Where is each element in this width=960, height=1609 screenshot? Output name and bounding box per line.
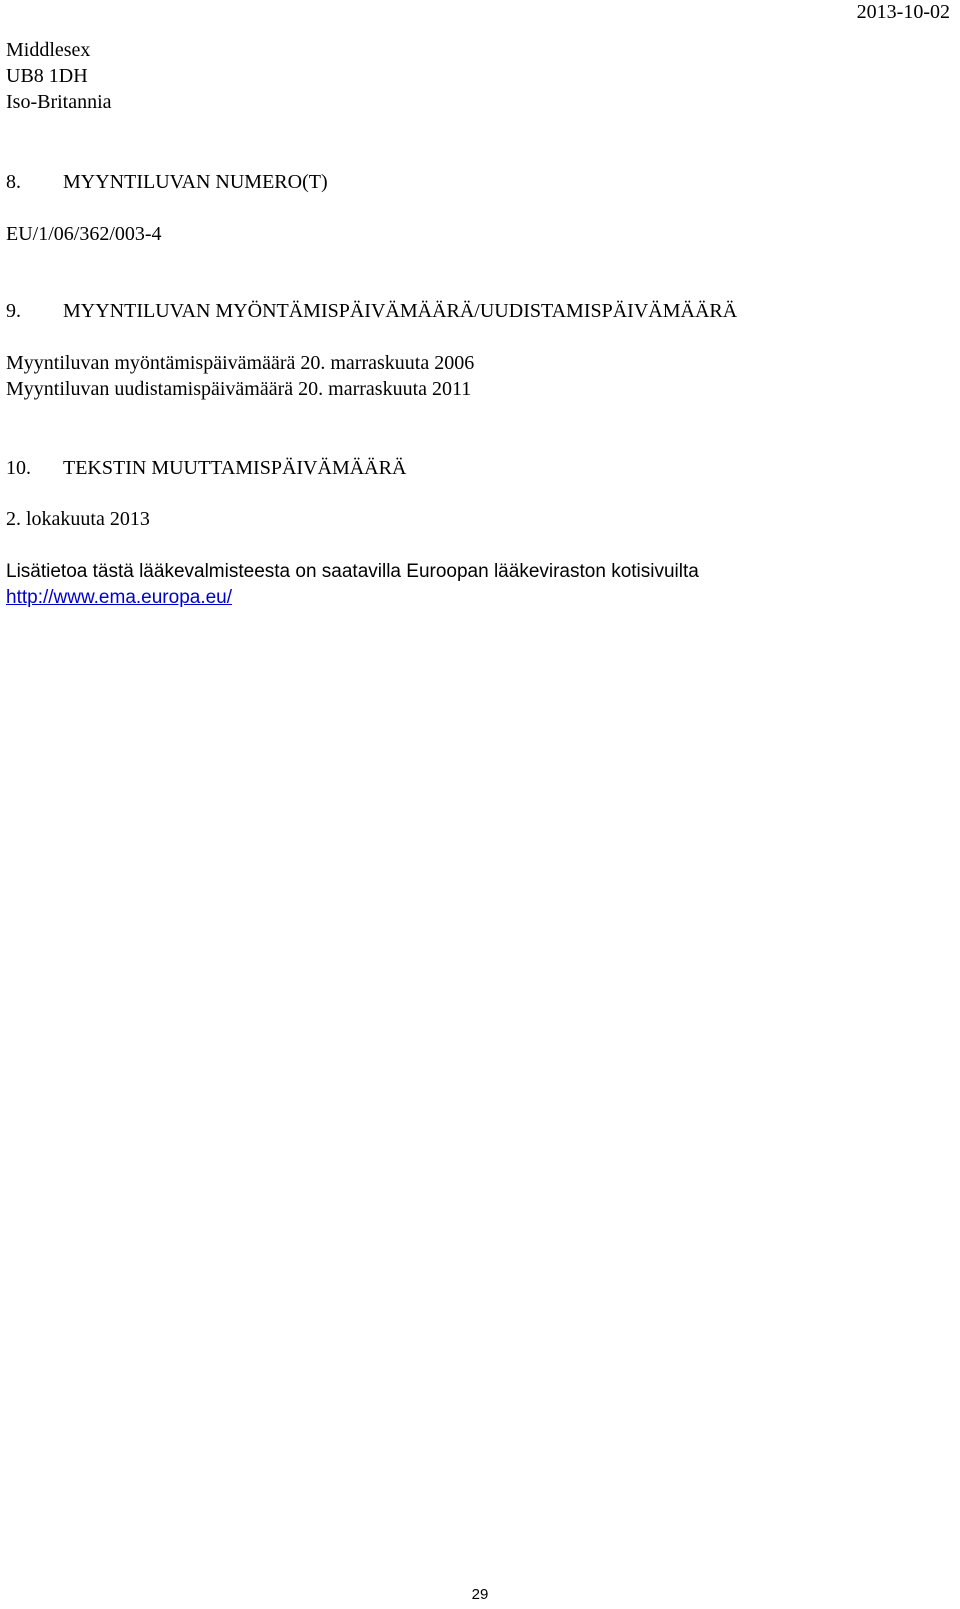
section-9-heading [6,299,737,323]
section-10-number: 10. [6,457,31,479]
section-8-heading [6,170,328,194]
authorisation-date-line: Myyntiluvan myöntämispäivämäärä 20. marraskuuta 2006 [6,352,475,374]
marketing-authorisation-number: EU/1/06/362/003-4 [6,223,162,245]
ema-website-link[interactable]: http://www.ema.europa.eu/ [6,587,233,608]
section-8-title: MYYNTILUVAN NUMERO(T) [63,171,328,193]
section-9-title: MYYNTILUVAN MYÖNTÄMISPÄIVÄMÄÄRÄ/UUDISTAMISPÄIVÄMÄÄRÄ [63,300,738,322]
document-date: 2013-10-02 [856,1,950,23]
address-line-1: Middlesex [6,39,91,61]
section-10-heading [6,456,406,480]
section-8-number: 8. [6,171,21,193]
ema-link-line [6,586,232,610]
address-line-3: Iso-Britannia [6,91,112,113]
info-text: Lisätietoa tästä lääkevalmisteesta on saatavilla Euroopan lääkeviraston kotisivuilta [6,561,699,582]
section-10-title: TEKSTIN MUUTTAMISPÄIVÄMÄÄRÄ [63,457,407,479]
renewal-date-line: Myyntiluvan uudistamispäivämäärä 20. marraskuuta 2011 [6,378,472,400]
page-number: 29 [471,1586,489,1603]
revision-date: 2. lokakuuta 2013 [6,508,150,530]
address-line-2: UB8 1DH [6,65,88,87]
section-9-number: 9. [6,300,21,322]
